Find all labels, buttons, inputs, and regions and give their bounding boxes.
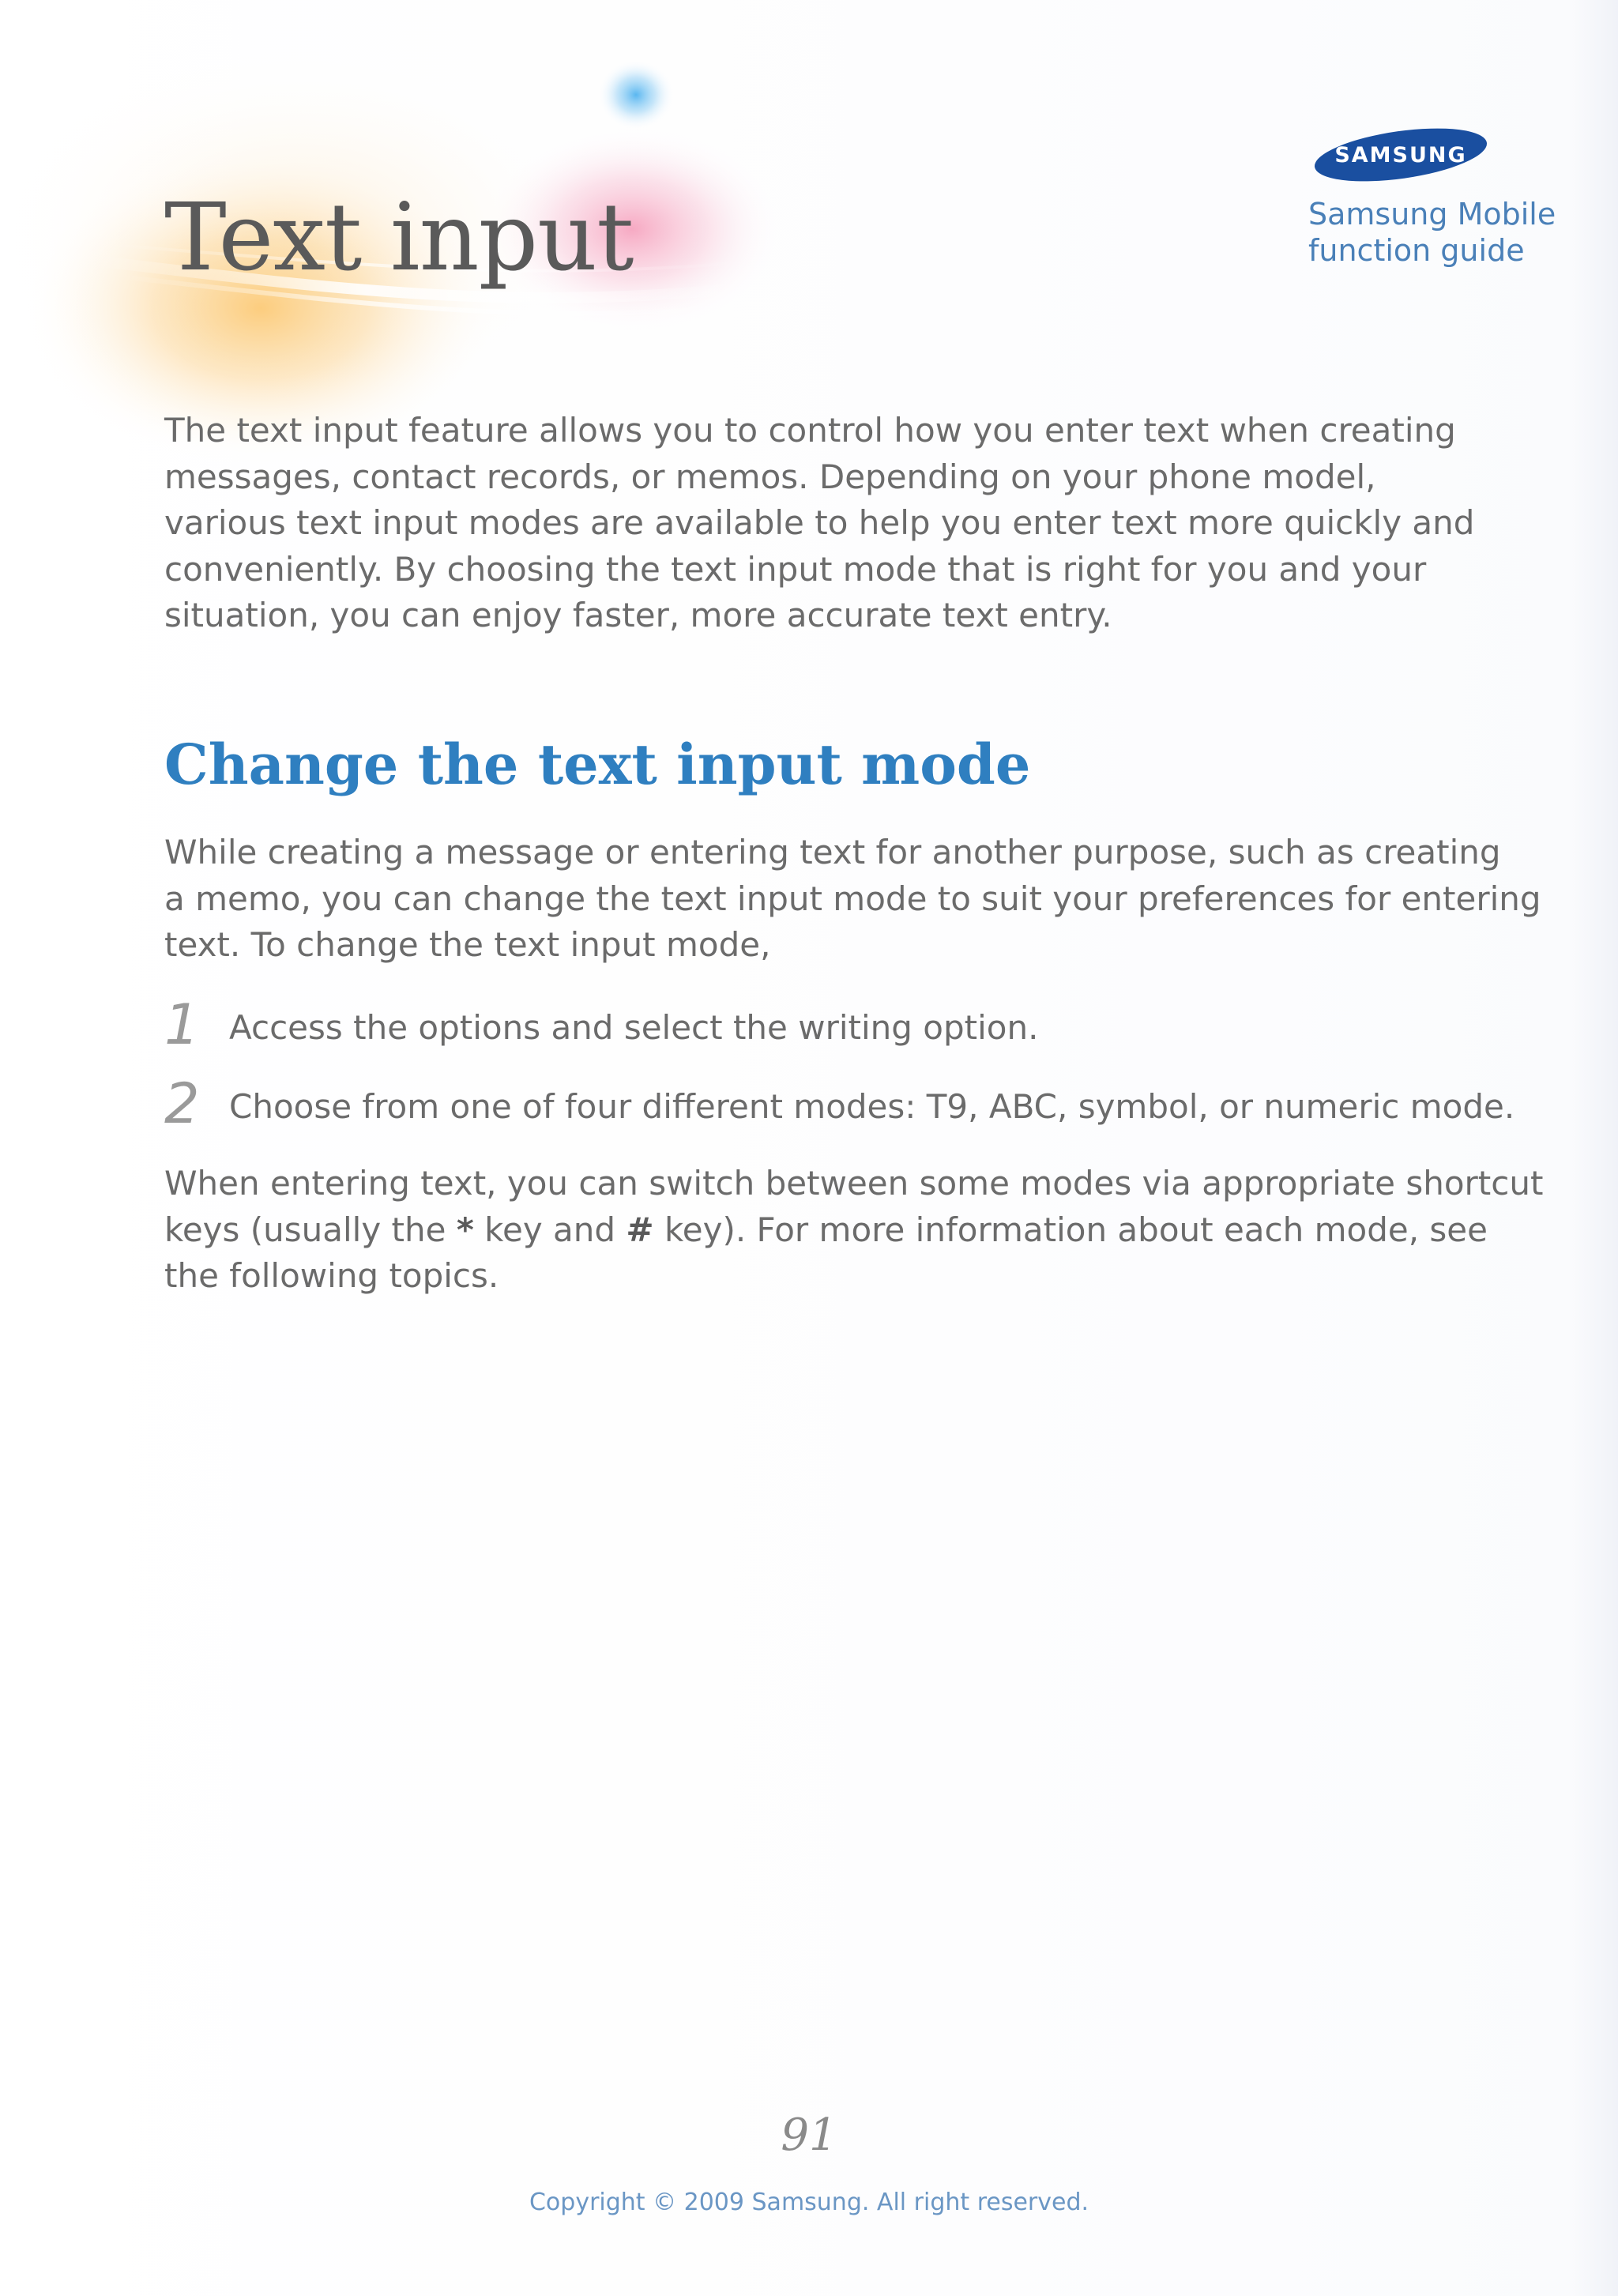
intro-line: conveniently. By choosing the text input mode that is right for you and your — [164, 549, 1427, 589]
copyright-notice: Copyright © 2009 Samsung. All right reserved. — [529, 2189, 1089, 2216]
intro-line: The text input feature allows you to control how you enter text when creating — [164, 411, 1456, 450]
intro-line: messages, contact records, or memos. Depending on your phone model, — [164, 457, 1376, 496]
closing-text: keys (usually the — [164, 1210, 457, 1249]
closing-line-3: the following topics. — [164, 1256, 499, 1295]
brand-block — [1308, 125, 1556, 269]
closing-paragraph — [164, 1161, 1544, 1300]
page-title: Text input — [164, 183, 634, 292]
step-number: 2 — [164, 1071, 200, 1136]
brand-tagline-line1: Samsung Mobile — [1308, 197, 1556, 231]
step-number: 1 — [164, 992, 200, 1057]
closing-line-2 — [164, 1207, 1488, 1254]
samsung-logo-text: SAMSUNG — [1334, 143, 1467, 167]
closing-text: key). For more information about each mode, see — [653, 1210, 1488, 1249]
samsung-logo — [1311, 125, 1490, 185]
section-paragraph-line: While creating a message or entering text for another purpose, such as creating — [164, 833, 1501, 871]
step-text: Choose from one of four different modes: T9, ABC, symbol, or numeric mode. — [229, 1087, 1515, 1126]
hash-key-symbol: # — [626, 1210, 654, 1249]
closing-line-1: When entering text, you can switch between some modes via appropriate shortcut — [164, 1164, 1544, 1203]
page-edge-shadow — [1571, 0, 1618, 2296]
section-paragraph — [164, 830, 1541, 969]
step-text: Access the options and select the writing option. — [229, 1008, 1039, 1047]
section-paragraph-line: a memo, you can change the text input mode to suit your preferences for entering — [164, 879, 1541, 918]
brand-tagline-line2: function guide — [1308, 233, 1525, 268]
closing-text: key and — [473, 1210, 627, 1249]
page-number: 91 — [781, 2110, 837, 2161]
section-paragraph-line: text. To change the text input mode, — [164, 925, 771, 964]
intro-line: situation, you can enjoy faster, more accurate text entry. — [164, 596, 1112, 634]
section-heading: Change the text input mode — [164, 732, 1031, 797]
intro-line: various text input modes are available to help you enter text more quickly and — [164, 503, 1475, 542]
star-key-symbol: * — [456, 1210, 474, 1249]
intro-paragraph — [164, 408, 1476, 639]
